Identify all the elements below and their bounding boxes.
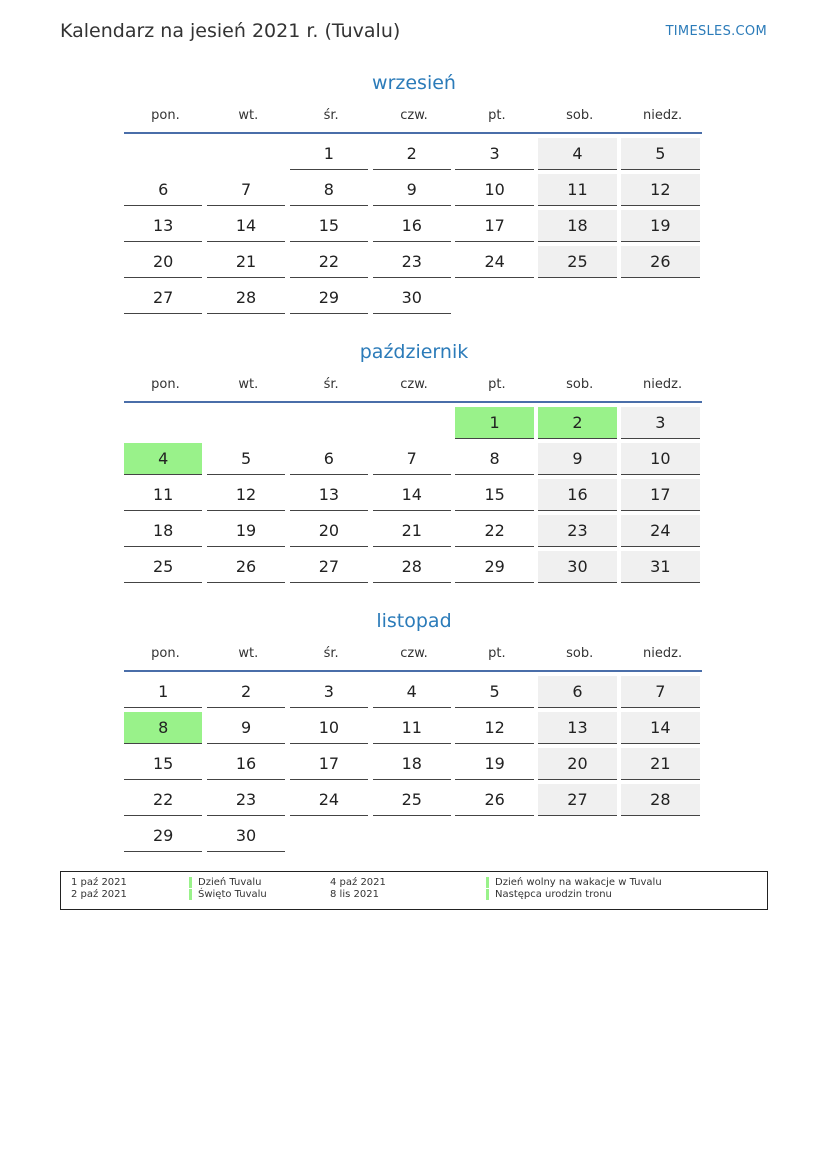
holiday-day-cell[interactable]: 4 (124, 443, 202, 475)
day-cell[interactable]: 26 (455, 784, 533, 816)
day-cell[interactable]: 23 (538, 515, 616, 547)
day-cell[interactable]: 1 (124, 676, 202, 708)
day-cell[interactable]: 28 (621, 784, 699, 816)
legend-date: 2 paź 2021 (71, 889, 127, 900)
empty-day-cell (373, 407, 451, 438)
week-row (124, 443, 704, 479)
day-cell[interactable]: 19 (455, 748, 533, 780)
empty-day-cell (124, 407, 202, 438)
day-cell[interactable]: 27 (290, 551, 368, 583)
day-cell[interactable]: 8 (290, 174, 368, 206)
day-cell[interactable]: 10 (290, 712, 368, 744)
weekday-label: śr. (323, 645, 339, 661)
day-cell[interactable]: 24 (455, 246, 533, 278)
weekday-label: niedz. (643, 376, 683, 392)
day-cell[interactable]: 13 (290, 479, 368, 511)
day-cell[interactable]: 7 (373, 443, 451, 475)
day-cell[interactable]: 9 (538, 443, 616, 475)
holiday-marker (486, 889, 489, 900)
weekday-label: pon. (151, 645, 180, 661)
day-cell[interactable]: 29 (455, 551, 533, 583)
day-cell[interactable]: 3 (290, 676, 368, 708)
legend-holiday-name: Następca urodzin tronu (495, 889, 612, 900)
weekday-label: pt. (488, 107, 506, 123)
day-cell[interactable]: 30 (538, 551, 616, 583)
day-cell[interactable]: 21 (373, 515, 451, 547)
day-cell[interactable]: 5 (207, 443, 285, 475)
day-cell[interactable]: 19 (207, 515, 285, 547)
day-cell[interactable]: 12 (207, 479, 285, 511)
holiday-day-cell[interactable]: 1 (455, 407, 533, 439)
weekday-label: śr. (323, 107, 339, 123)
empty-day-cell (455, 820, 533, 851)
day-cell[interactable]: 11 (124, 479, 202, 511)
holiday-day-cell[interactable]: 2 (538, 407, 616, 439)
week-row (124, 282, 704, 318)
day-cell[interactable]: 13 (538, 712, 616, 744)
day-cell[interactable]: 26 (621, 246, 699, 278)
month-calendar (124, 606, 704, 856)
day-cell[interactable]: 24 (290, 784, 368, 816)
day-cell[interactable]: 10 (621, 443, 699, 475)
day-cell[interactable]: 27 (538, 784, 616, 816)
day-cell[interactable]: 14 (207, 210, 285, 242)
day-cell[interactable]: 19 (621, 210, 699, 242)
weekday-label: niedz. (643, 107, 683, 123)
empty-day-cell (290, 820, 368, 851)
holiday-marker (189, 877, 192, 888)
day-cell[interactable]: 24 (621, 515, 699, 547)
week-row (124, 712, 704, 748)
day-cell[interactable]: 7 (207, 174, 285, 206)
month-calendar (124, 337, 704, 587)
day-cell[interactable]: 14 (373, 479, 451, 511)
weekday-label: pt. (488, 645, 506, 661)
weekday-label: pon. (151, 107, 180, 123)
weekday-label: pon. (151, 376, 180, 392)
day-cell[interactable]: 17 (290, 748, 368, 780)
day-cell[interactable]: 11 (373, 712, 451, 744)
day-cell[interactable]: 23 (373, 246, 451, 278)
weekday-label: wt. (238, 107, 259, 123)
weekday-header (124, 98, 704, 132)
day-cell[interactable]: 25 (373, 784, 451, 816)
day-cell[interactable]: 12 (455, 712, 533, 744)
week-row (124, 515, 704, 551)
month-name: listopad (376, 610, 452, 632)
week-row (124, 479, 704, 515)
day-cell[interactable]: 4 (373, 676, 451, 708)
day-cell[interactable]: 17 (455, 210, 533, 242)
weekday-header (124, 636, 704, 670)
weekday-label: czw. (400, 376, 428, 392)
day-cell[interactable]: 2 (207, 676, 285, 708)
day-cell[interactable]: 21 (207, 246, 285, 278)
empty-day-cell (124, 138, 202, 169)
header-divider (124, 670, 702, 672)
legend-holiday-name: Dzień Tuvalu (198, 877, 262, 888)
month-name: wrzesień (372, 72, 456, 94)
header-divider (124, 401, 702, 403)
empty-day-cell (621, 820, 699, 851)
day-cell[interactable]: 30 (207, 820, 285, 852)
page-title: Kalendarz na jesień 2021 r. (Tuvalu) (60, 20, 401, 42)
weekday-label: pt. (488, 376, 506, 392)
day-cell[interactable]: 9 (207, 712, 285, 744)
day-cell[interactable]: 27 (124, 282, 202, 314)
day-cell[interactable]: 18 (373, 748, 451, 780)
day-cell[interactable]: 8 (455, 443, 533, 475)
legend-holiday-name: Dzień wolny na wakacje w Tuvalu (495, 877, 662, 888)
weekday-label: wt. (238, 376, 259, 392)
month-calendar (124, 68, 704, 318)
weekday-label: sob. (566, 107, 594, 123)
day-cell[interactable]: 1 (290, 138, 368, 170)
weekday-header (124, 367, 704, 401)
day-cell[interactable]: 23 (207, 784, 285, 816)
day-cell[interactable]: 18 (538, 210, 616, 242)
week-row (124, 784, 704, 820)
day-cell[interactable]: 25 (124, 551, 202, 583)
day-cell[interactable]: 17 (621, 479, 699, 511)
day-cell[interactable]: 31 (621, 551, 699, 583)
day-cell[interactable]: 29 (124, 820, 202, 852)
day-cell[interactable]: 16 (373, 210, 451, 242)
week-row (124, 174, 704, 210)
day-cell[interactable]: 7 (621, 676, 699, 708)
day-cell[interactable]: 6 (124, 174, 202, 206)
day-cell[interactable]: 5 (621, 138, 699, 170)
day-cell[interactable]: 28 (373, 551, 451, 583)
day-cell[interactable]: 26 (207, 551, 285, 583)
holiday-marker (189, 889, 192, 900)
day-cell[interactable]: 5 (455, 676, 533, 708)
weekday-label: śr. (323, 376, 339, 392)
empty-day-cell (290, 407, 368, 438)
empty-day-cell (538, 820, 616, 851)
week-row (124, 138, 704, 174)
day-cell[interactable]: 11 (538, 174, 616, 206)
week-row (124, 748, 704, 784)
day-cell[interactable]: 15 (455, 479, 533, 511)
legend-date: 4 paź 2021 (330, 877, 386, 888)
empty-day-cell (373, 820, 451, 851)
day-cell[interactable]: 9 (373, 174, 451, 206)
week-row (124, 246, 704, 282)
day-cell[interactable]: 6 (290, 443, 368, 475)
day-cell[interactable]: 15 (290, 210, 368, 242)
day-cell[interactable]: 4 (538, 138, 616, 170)
day-cell[interactable]: 29 (290, 282, 368, 314)
empty-day-cell (538, 282, 616, 313)
brand-link[interactable]: TIMESLES.COM (665, 24, 767, 39)
empty-day-cell (455, 282, 533, 313)
day-cell[interactable]: 22 (290, 246, 368, 278)
day-cell[interactable]: 14 (621, 712, 699, 744)
day-cell[interactable]: 16 (538, 479, 616, 511)
empty-day-cell (207, 138, 285, 169)
legend-holiday-name: Święto Tuvalu (198, 889, 267, 900)
day-cell[interactable]: 21 (621, 748, 699, 780)
day-cell[interactable]: 3 (621, 407, 699, 439)
month-name: październik (359, 341, 469, 363)
week-row (124, 210, 704, 246)
day-cell[interactable]: 22 (455, 515, 533, 547)
weekday-label: niedz. (643, 645, 683, 661)
day-cell[interactable]: 13 (124, 210, 202, 242)
weekday-label: sob. (566, 376, 594, 392)
weekday-label: czw. (400, 645, 428, 661)
day-cell[interactable]: 20 (538, 748, 616, 780)
weekday-label: sob. (566, 645, 594, 661)
day-cell[interactable]: 22 (124, 784, 202, 816)
holiday-day-cell[interactable]: 8 (124, 712, 202, 744)
legend-date: 8 lis 2021 (330, 889, 379, 900)
day-cell[interactable]: 16 (207, 748, 285, 780)
day-cell[interactable]: 10 (455, 174, 533, 206)
day-cell[interactable]: 6 (538, 676, 616, 708)
day-cell[interactable]: 15 (124, 748, 202, 780)
day-cell[interactable]: 20 (290, 515, 368, 547)
day-cell[interactable]: 28 (207, 282, 285, 314)
day-cell[interactable]: 20 (124, 246, 202, 278)
week-row (124, 407, 704, 443)
empty-day-cell (207, 407, 285, 438)
day-cell[interactable]: 18 (124, 515, 202, 547)
day-cell[interactable]: 25 (538, 246, 616, 278)
week-row (124, 820, 704, 856)
holiday-marker (486, 877, 489, 888)
week-row (124, 676, 704, 712)
day-cell[interactable]: 2 (373, 138, 451, 170)
header-divider (124, 132, 702, 134)
weekday-label: wt. (238, 645, 259, 661)
day-cell[interactable]: 30 (373, 282, 451, 314)
day-cell[interactable]: 12 (621, 174, 699, 206)
day-cell[interactable]: 3 (455, 138, 533, 170)
holiday-legend (60, 871, 768, 910)
weekday-label: czw. (400, 107, 428, 123)
legend-date: 1 paź 2021 (71, 877, 127, 888)
empty-day-cell (621, 282, 699, 313)
week-row (124, 551, 704, 587)
